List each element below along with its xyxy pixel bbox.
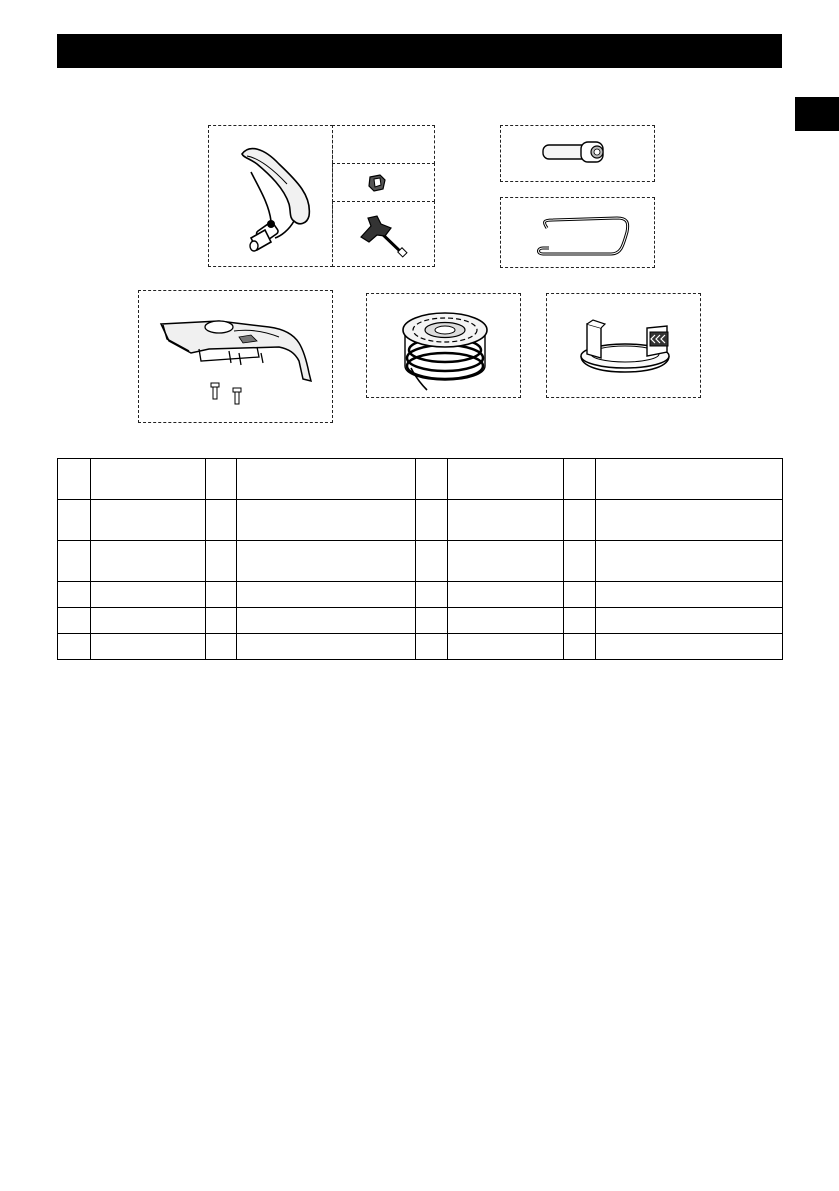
table-row bbox=[58, 500, 783, 541]
guard-handle-icon bbox=[209, 126, 334, 268]
table-cell-number bbox=[416, 582, 448, 608]
table-cell-part-name bbox=[91, 500, 206, 541]
table-cell-number bbox=[58, 582, 91, 608]
table-cell-part-name bbox=[91, 634, 206, 660]
table-cell-part-name bbox=[237, 582, 416, 608]
table-cell-part-name bbox=[448, 634, 564, 660]
table-cell-part-name bbox=[596, 634, 783, 660]
table-cell-part-name bbox=[448, 608, 564, 634]
table-row bbox=[58, 634, 783, 660]
table-cell-number bbox=[206, 582, 237, 608]
table-cell-number bbox=[416, 634, 448, 660]
table-cell-part-name bbox=[596, 459, 783, 500]
table-cell-number bbox=[564, 634, 596, 660]
table-cell-part-name bbox=[596, 608, 783, 634]
table-cell-number bbox=[564, 608, 596, 634]
table-cell-number bbox=[58, 608, 91, 634]
table-cell-number bbox=[416, 541, 448, 582]
table-cell-part-name bbox=[237, 634, 416, 660]
table-cell-part-name bbox=[448, 582, 564, 608]
spool-icon bbox=[367, 294, 522, 399]
table-cell-number bbox=[564, 582, 596, 608]
table-cell-part-name bbox=[596, 541, 783, 582]
table-cell-number bbox=[58, 500, 91, 541]
table-cell-part-name bbox=[237, 541, 416, 582]
table-row bbox=[58, 459, 783, 500]
table-cell-number bbox=[564, 500, 596, 541]
table-cell-part-name bbox=[91, 608, 206, 634]
table-cell-number bbox=[564, 541, 596, 582]
illustration-box-pin bbox=[500, 125, 655, 182]
spool-cover-icon bbox=[547, 294, 702, 399]
wire-clip-icon bbox=[501, 198, 656, 269]
table-cell-number bbox=[206, 500, 237, 541]
illustration-box-nut bbox=[332, 163, 435, 202]
header-bar bbox=[57, 34, 782, 68]
table-cell-part-name bbox=[448, 541, 564, 582]
table-cell-number bbox=[564, 459, 596, 500]
table-cell-part-name bbox=[596, 582, 783, 608]
table-cell-number bbox=[58, 634, 91, 660]
nut-icon bbox=[333, 164, 436, 203]
table-cell-number bbox=[416, 500, 448, 541]
table-cell-part-name bbox=[91, 582, 206, 608]
table-cell-number bbox=[206, 608, 237, 634]
table-cell-number bbox=[416, 459, 448, 500]
parts-table bbox=[57, 458, 783, 660]
table-cell-part-name bbox=[448, 459, 564, 500]
pin-icon bbox=[501, 126, 656, 183]
guard-with-screws-icon bbox=[139, 291, 334, 424]
table-cell-number bbox=[58, 541, 91, 582]
table-cell-part-name bbox=[596, 500, 783, 541]
table-cell-part-name bbox=[91, 541, 206, 582]
illustration-box-cover bbox=[546, 293, 701, 398]
table-cell-number bbox=[206, 634, 237, 660]
table-cell-number bbox=[416, 608, 448, 634]
table-cell-part-name bbox=[237, 608, 416, 634]
table-cell-part-name bbox=[91, 459, 206, 500]
illustration-box-handle bbox=[208, 125, 333, 267]
illustration-box-guard bbox=[138, 290, 333, 423]
table-cell-number bbox=[58, 459, 91, 500]
illustration-box-empty bbox=[332, 125, 435, 164]
table-cell-part-name bbox=[237, 500, 416, 541]
table-row bbox=[58, 608, 783, 634]
wing-knob-bolt-icon bbox=[333, 202, 436, 268]
table-cell-number bbox=[206, 459, 237, 500]
table-row bbox=[58, 582, 783, 608]
illustration-box-spool bbox=[366, 293, 521, 398]
table-cell-number bbox=[206, 541, 237, 582]
table-cell-part-name bbox=[237, 459, 416, 500]
illustration-box-knob bbox=[332, 201, 435, 267]
table-row bbox=[58, 541, 783, 582]
table-cell-part-name bbox=[448, 500, 564, 541]
illustration-box-wire bbox=[500, 197, 655, 268]
side-tab bbox=[795, 97, 839, 131]
